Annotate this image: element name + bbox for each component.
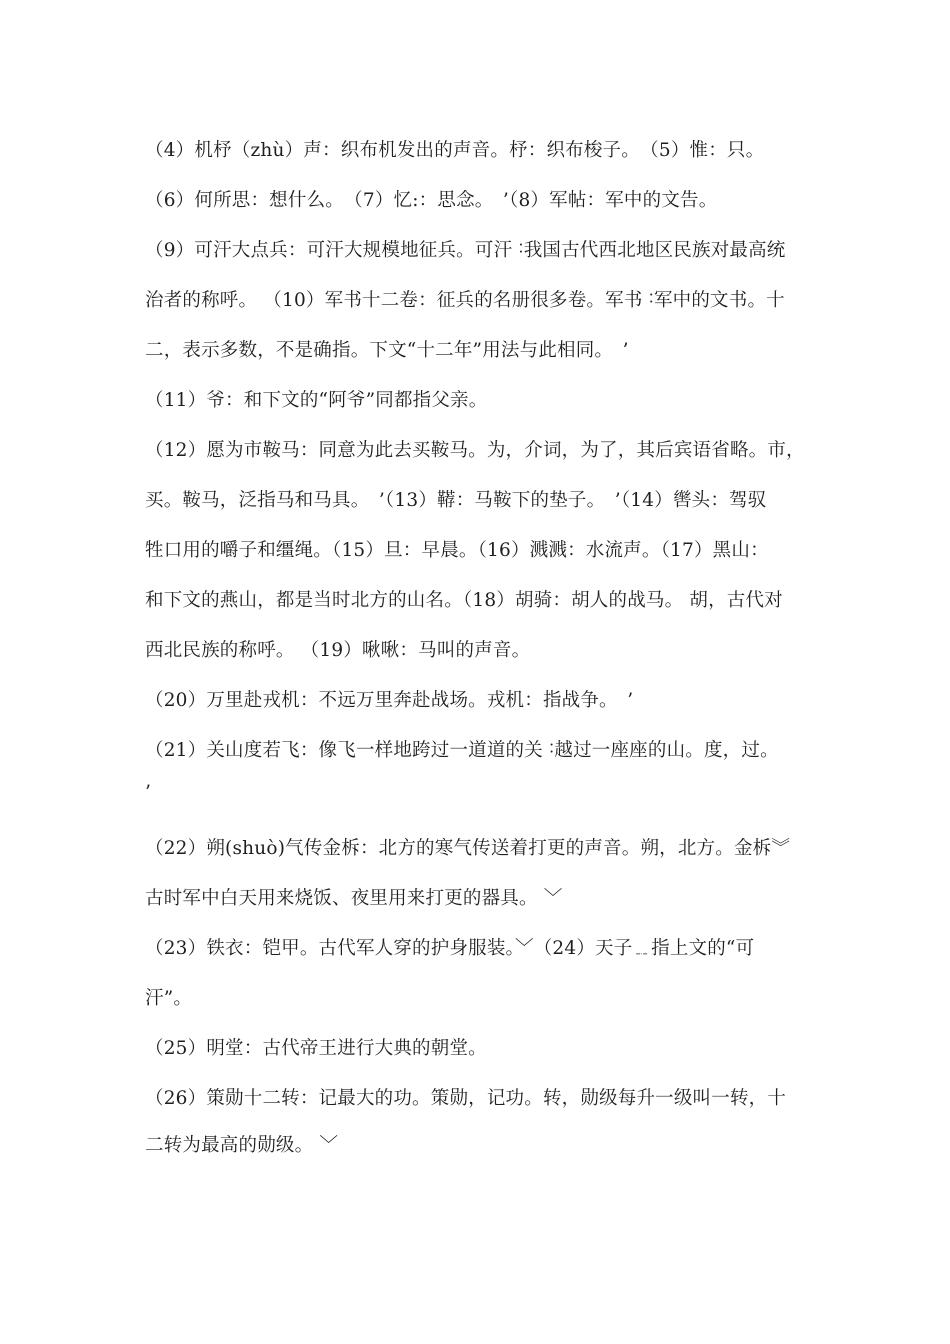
text-line: 买。鞍马，泛指马和马具。 ’（13）鞯：马鞍下的垫子。 ’（14）辔头：驾驭	[145, 490, 767, 511]
text-line: （12）愿为市鞍马：同意为此去买鞍马。为，介词，为了，其后宾语省略。市，	[145, 440, 805, 461]
text-line: （4）机杼（zhù）声：织布机发出的声音。杼：织布梭子。 （5）惟：只。	[145, 140, 765, 161]
text-line: （21）关山度若飞：像飞一样地跨过一道道的关 ˸越过一座座的山。度，过。	[145, 740, 779, 761]
text-line: 牲口用的嚼子和缰绳。（15）旦：早晨。（16）溅溅：水流声。（17）黑山：	[145, 540, 769, 561]
text-line: 治者的称呼。 （10）军书十二卷：征兵的名册很多卷。军书 ˸军中的文书。十	[145, 290, 785, 311]
text-line: （20）万里赴戎机：不远万里奔赴战场。戎机：指战争。 ’	[145, 690, 634, 711]
text-line: 二，表示多数，不是确指。下文“十二年”用法与此相同。 ’	[145, 340, 629, 361]
text-line: 汗”。	[145, 988, 193, 1009]
text-line: （22）朔(shuò)气传金柝：北方的寒气传送着打更的声音。朔，北方。金柝︾	[145, 838, 791, 859]
text-line: （23）铁衣：铠甲。古代军人穿的护身服装。﹀（24）天子﹎指上文的“可	[145, 938, 755, 959]
text-line: （25）明堂：古代帝王进行大典的朝堂。	[145, 1038, 487, 1059]
text-line: （11）爷：和下文的“阿爷”同都指父亲。	[145, 390, 488, 411]
text-line: （9）可汗大点兵：可汗大规模地征兵。可汗 ˸我国古代西北地区民族对最高统	[145, 240, 786, 261]
text-line: （6）何所思：想什么。 （7）忆:：思念。 ’（8）军帖：军中的文告。	[145, 190, 718, 211]
text-line: 西北民族的称呼。 （19）啾啾：马叫的声音。	[145, 640, 531, 661]
text-line: 二转为最高的勋级。 ﹀	[145, 1135, 339, 1156]
text-line: 古时军中白天用来烧饭、夜里用来打更的器具。 ﹀	[145, 888, 563, 909]
text-line: ’	[145, 782, 152, 803]
text-line: （26）策勋十二转：记最大的功。策勋，记功。转，勋级每升一级叫一转，十	[145, 1088, 787, 1109]
text-line: 和下文的燕山，都是当时北方的山名。（18）胡骑：胡人的战马。 胡，古代对	[145, 590, 783, 611]
